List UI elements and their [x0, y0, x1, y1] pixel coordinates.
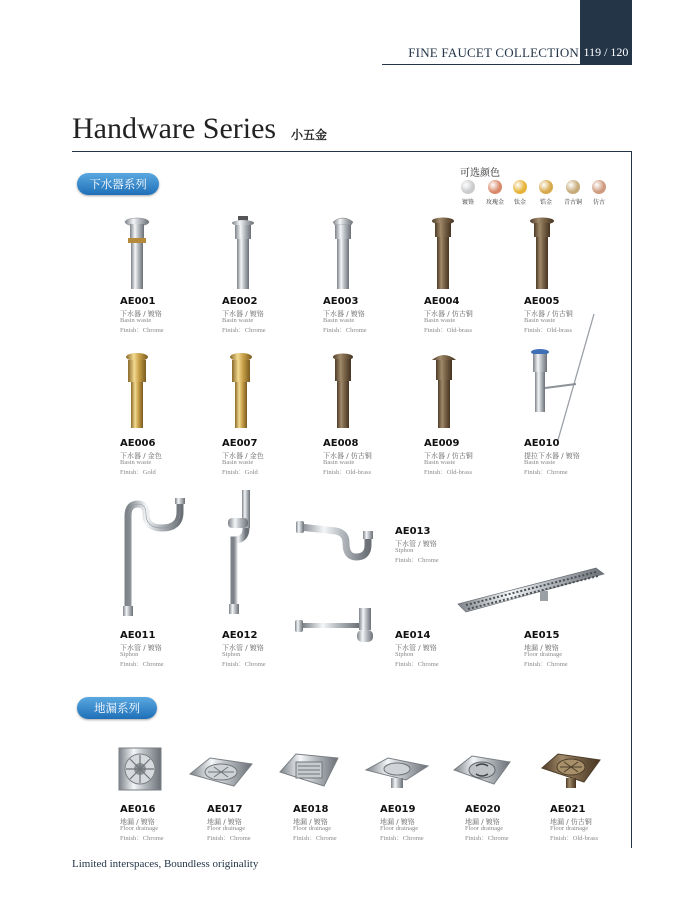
- siphon-image-ae011: [118, 498, 190, 623]
- finish-swatch-label: 镀铬: [461, 199, 474, 206]
- product-name-cn: 地漏 / 镀铬: [207, 818, 242, 826]
- product-finish: Finish：Chrome: [524, 661, 568, 668]
- product-type: Basin waste: [120, 317, 152, 324]
- product-type: Floor drainage: [380, 825, 419, 832]
- product-name-cn: 下水器 / 镀铬: [120, 310, 162, 318]
- product-code: AE020: [465, 804, 501, 815]
- siphon-image-ae013: [294, 517, 380, 565]
- product-code: AE009: [424, 438, 460, 449]
- product-type: Basin waste: [424, 459, 456, 466]
- product-finish: Finish：Old-brass: [424, 469, 473, 476]
- product-name-cn: 下水器 / 镀铬: [222, 310, 264, 318]
- product-finish: Finish：Chrome: [120, 327, 164, 334]
- product-finish: Finish：Chrome: [524, 469, 568, 476]
- product-code: AE018: [293, 804, 329, 815]
- page-title-cn: 小五金: [291, 128, 328, 142]
- finish-swatch-label: 钛金: [513, 199, 526, 206]
- product-type: Basin waste: [222, 317, 254, 324]
- finish-swatch-label: 玫瑰金: [485, 199, 504, 206]
- product-name-cn: 下水管 / 镀铬: [395, 644, 437, 652]
- product-type: Basin waste: [424, 317, 456, 324]
- product-type: Basin waste: [524, 459, 556, 466]
- product-finish: Finish：Gold: [222, 469, 258, 476]
- product-name-cn: 地漏 / 镀铬: [120, 818, 155, 826]
- product-code: AE015: [524, 630, 560, 641]
- product-name-cn: 下水管 / 镀铬: [395, 540, 437, 548]
- product-finish: Finish：Chrome: [323, 327, 367, 334]
- product-code: AE016: [120, 804, 156, 815]
- product-code: AE017: [207, 804, 243, 815]
- product-finish: Finish：Chrome: [465, 835, 509, 842]
- product-code: AE010: [524, 438, 560, 449]
- product-code: AE011: [120, 630, 156, 641]
- product-name-cn: 下水器 / 仿古铜: [424, 310, 473, 318]
- product-type: Floor drainage: [293, 825, 332, 832]
- page-title: Handware Series: [72, 112, 277, 145]
- finish-swatch: [513, 180, 527, 194]
- product-finish: Finish：Chrome: [222, 327, 266, 334]
- finish-swatch-label: 青古铜: [563, 199, 582, 206]
- product-finish: Finish：Chrome: [293, 835, 337, 842]
- product-finish: Finish：Chrome: [120, 661, 164, 668]
- finish-swatch-label: 仿古: [592, 199, 605, 206]
- product-type: Siphon: [395, 547, 414, 554]
- siphon-image-ae014: [295, 606, 385, 644]
- product-code: AE002: [222, 296, 258, 307]
- product-type: Floor drainage: [120, 825, 159, 832]
- page-number: 119 / 120: [583, 45, 629, 59]
- product-code: AE008: [323, 438, 359, 449]
- finish-swatch: [566, 180, 580, 194]
- basin-waste-image-ae001: [117, 216, 157, 292]
- product-name-cn: 下水器 / 金色: [222, 452, 264, 460]
- product-finish: Finish：Chrome: [395, 661, 439, 668]
- product-name-cn: 下水器 / 镀铬: [323, 310, 365, 318]
- basin-waste-image-ae009: [426, 352, 462, 430]
- floor-drain-image-ae019: [364, 756, 430, 790]
- product-finish: Finish：Chrome: [207, 835, 251, 842]
- header-rule: [382, 64, 580, 65]
- product-finish: Finish：Old-brass: [550, 835, 599, 842]
- product-type: Siphon: [120, 651, 139, 658]
- floor-drain-image-ae018: [278, 752, 340, 790]
- footer-slogan: Limited interspaces, Boundless originality: [72, 858, 259, 870]
- product-name-cn: 下水管 / 镀铬: [120, 644, 162, 652]
- product-code: AE005: [524, 296, 560, 307]
- product-name-cn: 下水器 / 金色: [120, 452, 162, 460]
- collection-title: FINE FAUCET COLLECTION: [408, 45, 579, 60]
- finish-swatch-label: 锆金: [539, 199, 552, 206]
- basin-waste-image-ae008: [326, 352, 360, 430]
- basin-waste-image-ae007: [224, 352, 258, 430]
- product-code: AE021: [550, 804, 586, 815]
- product-name-cn: 地漏 / 仿古铜: [550, 818, 592, 826]
- product-type: Basin waste: [222, 459, 254, 466]
- finish-swatch: [592, 180, 606, 194]
- product-name-cn: 地漏 / 镀铬: [293, 818, 328, 826]
- section-drain-label: 下水器系列: [77, 173, 159, 195]
- product-type: Siphon: [395, 651, 414, 658]
- siphon-image-ae012: [220, 490, 260, 620]
- product-type: Basin waste: [120, 459, 152, 466]
- product-name-cn: 下水管 / 镀铬: [222, 644, 264, 652]
- floor-drain-image-ae016: [119, 748, 161, 790]
- product-type: Floor drainage: [465, 825, 504, 832]
- product-name-cn: 下水器 / 仿古铜: [524, 310, 573, 318]
- product-code: AE014: [395, 630, 431, 641]
- product-type: Basin waste: [323, 459, 355, 466]
- product-type: Floor drainage: [207, 825, 246, 832]
- finish-swatch: [488, 180, 502, 194]
- product-code: AE003: [323, 296, 359, 307]
- product-finish: Finish：Old-brass: [524, 327, 573, 334]
- product-code: AE001: [120, 296, 156, 307]
- product-name-cn: 地漏 / 镀铬: [524, 644, 559, 652]
- floor-drain-image-ae020: [452, 754, 512, 790]
- product-name-cn: 地漏 / 镀铬: [380, 818, 415, 826]
- finish-swatch: [461, 180, 475, 194]
- floor-drain-image-ae021: [540, 752, 602, 790]
- section-floor-label: 地漏系列: [77, 697, 157, 719]
- product-finish: Finish：Chrome: [395, 557, 439, 564]
- product-finish: Finish：Gold: [120, 469, 156, 476]
- product-name-cn: 下水器 / 仿古铜: [323, 452, 372, 460]
- product-finish: Finish：Old-brass: [323, 469, 372, 476]
- product-finish: Finish：Chrome: [120, 835, 164, 842]
- product-type: Floor drainage: [524, 651, 563, 658]
- product-code: AE019: [380, 804, 416, 815]
- product-type: Basin waste: [524, 317, 556, 324]
- basin-waste-image-ae004: [425, 216, 461, 292]
- product-type: Siphon: [222, 651, 241, 658]
- product-name-cn: 地漏 / 镀铬: [465, 818, 500, 826]
- product-finish: Finish：Old-brass: [424, 327, 473, 334]
- product-type: Basin waste: [323, 317, 355, 324]
- product-type: Floor drainage: [550, 825, 589, 832]
- basin-waste-image-ae002: [225, 216, 261, 292]
- finish-swatch: [539, 180, 553, 194]
- finish-options-title: 可选颜色: [460, 168, 500, 179]
- product-code: AE012: [222, 630, 258, 641]
- product-name-cn: 提拉下水器 / 镀铬: [524, 452, 580, 460]
- floor-drain-image-ae017: [188, 756, 254, 790]
- right-rule: [631, 151, 632, 848]
- product-name-cn: 下水器 / 仿古铜: [424, 452, 473, 460]
- product-finish: Finish：Chrome: [380, 835, 424, 842]
- title-rule: [72, 151, 632, 152]
- basin-waste-image-ae003: [325, 216, 361, 292]
- basin-waste-image-ae005: [524, 216, 560, 292]
- product-finish: Finish：Chrome: [222, 661, 266, 668]
- product-code: AE007: [222, 438, 258, 449]
- linear-drain-image-ae015: [456, 564, 606, 622]
- product-code: AE004: [424, 296, 460, 307]
- basin-waste-image-ae006: [120, 352, 154, 430]
- product-code: AE013: [395, 526, 431, 537]
- product-code: AE006: [120, 438, 156, 449]
